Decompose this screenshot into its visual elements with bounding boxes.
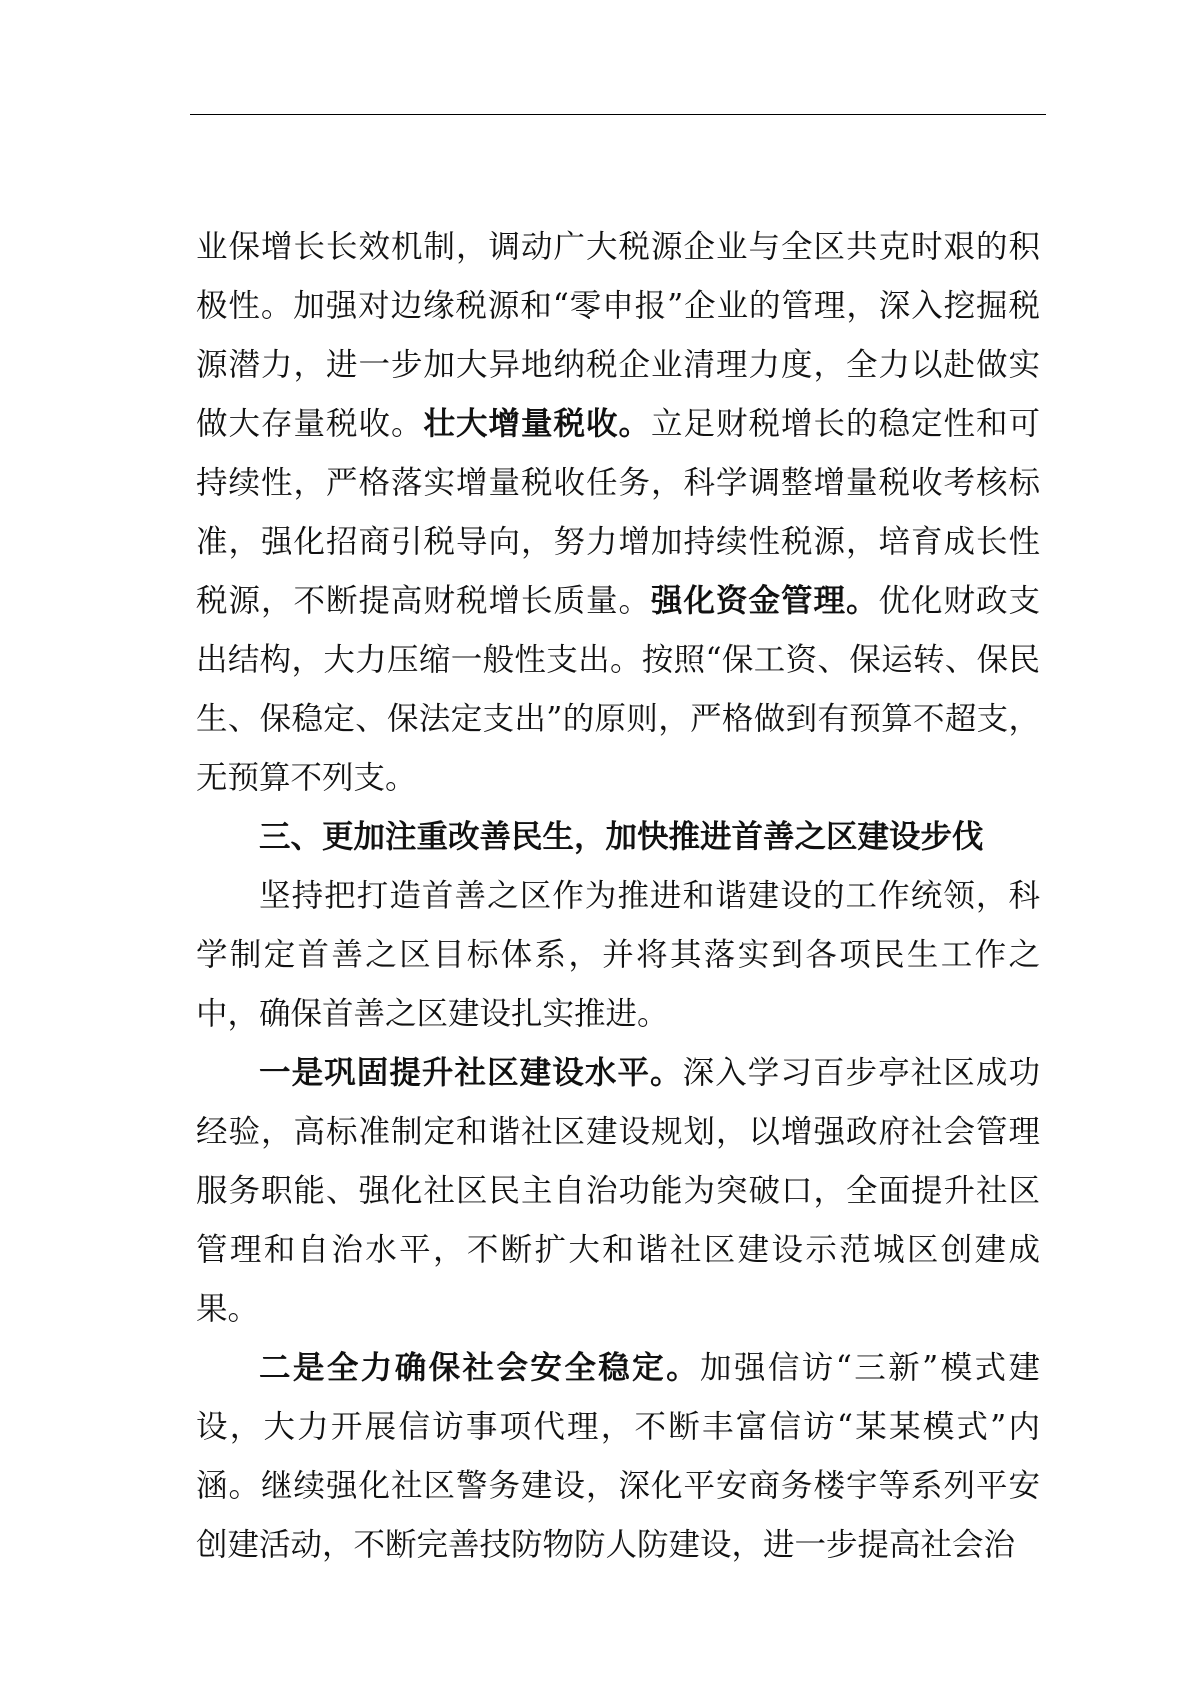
- paragraph-community: [196, 1044, 1040, 1339]
- paragraph-fiscal: [196, 218, 1040, 808]
- bold-lead-in: 二是全力确保社会安全稳定。: [259, 1350, 701, 1386]
- paragraph-text: 深入学习百步亭社区成功经验，高标准制定和谐社区建设规划，以增强政府社会管理服务职能、强化社区民主自治功能为突破口，全面提升社区管理和自治水平，不断扩大和谐社区建设示范城区创建成果。: [196, 1055, 1040, 1327]
- paragraph-text: 立足财税增长的稳定性和可持续性，严格落实增量税收任务，科学调整增量税收考核标准，强化招商引税导向，努力增加持续性税源，培育成长性税源，不断提高财税增长质量。: [196, 406, 1040, 619]
- document-body: [196, 218, 1040, 1575]
- bold-lead-in: 一是巩固提升社区建设水平。: [259, 1055, 683, 1091]
- bold-lead-in: 壮大增量税收。: [423, 406, 651, 442]
- header-rule: [190, 114, 1046, 115]
- paragraph-intro: 坚持把打造首善之区作为推进和谐建设的工作统领，科学制定首善之区目标体系，并将其落实到各项民生工作之中，确保首善之区建设扎实推进。: [196, 878, 1040, 1032]
- paragraph-text: 优化财政支出结构，大力压缩一般性支出。按照“保工资、保运转、保民生、保稳定、保法定支出”的原则，严格做到有预算不超支，无预算不列支。: [196, 583, 1040, 796]
- paragraph-security: [196, 1339, 1040, 1575]
- paragraph-text: 业保增长长效机制，调动广大税源企业与全区共克时艰的积极性。加强对边缘税源和“零申报”企业的管理，深入挖掘税源潜力，进一步加大异地纳税企业清理力度，全力以赴做实做大存量税收。: [196, 229, 1040, 442]
- paragraph-text: 加强信访“三新”模式建设，大力开展信访事项代理，不断丰富信访“某某模式”内涵。继续强化社区警务建设，深化平安商务楼宇等系列平安创建活动，不断完善技防物防人防建设，进一步提高社会治: [196, 1350, 1040, 1563]
- bold-lead-in: 强化资金管理。: [650, 583, 879, 619]
- section-heading: 三、更加注重改善民生，加快推进首善之区建设步伐: [259, 819, 984, 855]
